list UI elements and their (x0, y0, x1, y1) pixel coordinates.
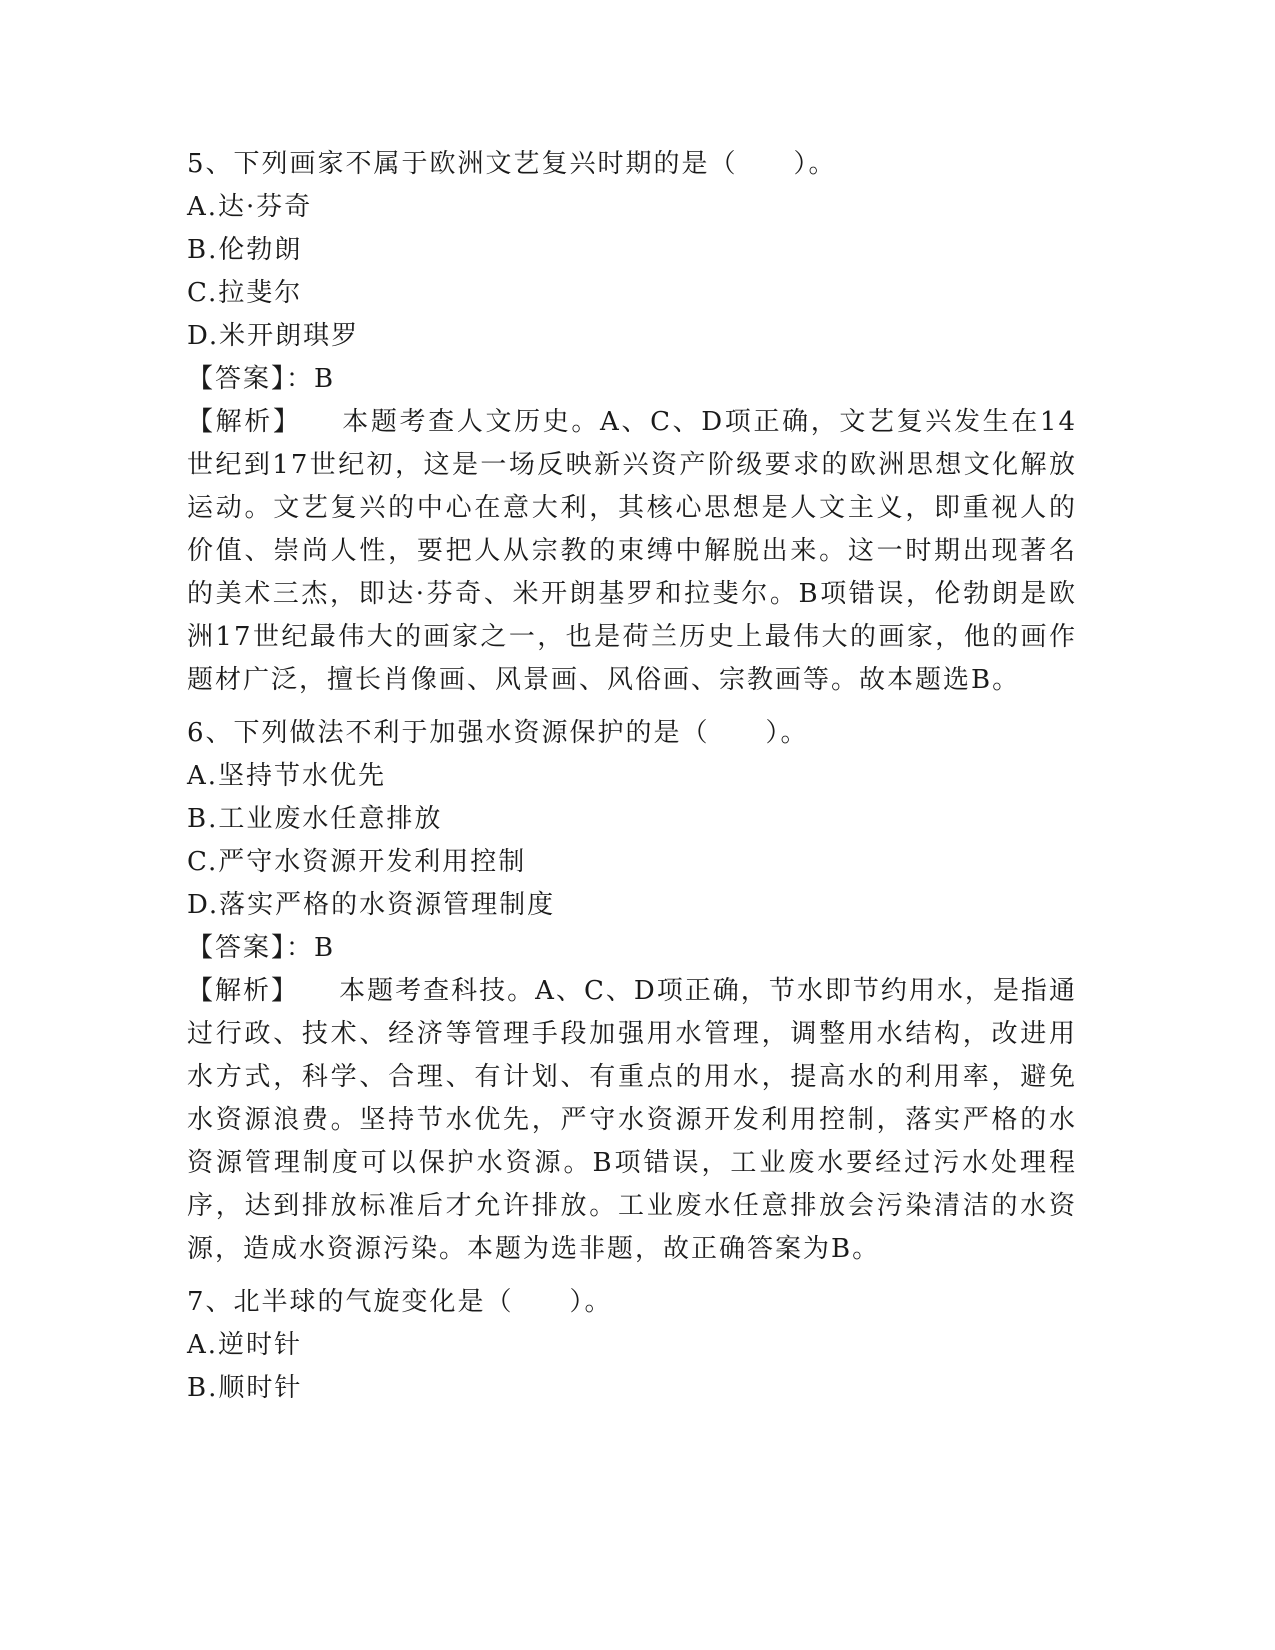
option-c: C.严守水资源开发利用控制 (187, 847, 527, 877)
analysis-label: 【解析】 (187, 407, 302, 437)
answer-line: 【答案】：B (187, 364, 336, 394)
question-5 (187, 143, 1077, 702)
option-a: A.达·芬奇 (187, 192, 313, 222)
analysis-paragraph (187, 401, 1077, 702)
question-stem: 7、北半球的气旋变化是（ ）。 (187, 1287, 613, 1317)
option-d: D.落实严格的水资源管理制度 (187, 890, 556, 920)
option-b: B.工业废水任意排放 (187, 804, 443, 834)
question-6 (187, 712, 1077, 1271)
question-7 (187, 1281, 1077, 1410)
question-stem: 5、下列画家不属于欧洲文艺复兴时期的是（ ）。 (187, 149, 837, 179)
answer-line: 【答案】：B (187, 933, 336, 963)
option-a: A.坚持节水优先 (187, 761, 387, 791)
analysis-text: 本题考查人文历史。A、C、D项正确，文艺复兴发生在14世纪到17世纪初，这是一场反映新兴资产阶级要求的欧洲思想文化解放运动。文艺复兴的中心在意大利，其核心思想是人文主义，即重视人的价值、崇尚人性，要把人从宗教的束缚中解脱出来。这一时期出现著名的美术三杰，即达·芬奇、米开朗基罗和拉斐尔。B项错误，伦勃朗是欧洲17世纪最伟大的画家之一，也是荷兰历史上最伟大的画家，他的画作题材广泛，擅长肖像画、风景画、风俗画、宗教画等。故本题选B。 (187, 407, 1077, 695)
analysis-label: 【解析】 (187, 976, 300, 1006)
analysis-paragraph (187, 970, 1077, 1271)
question-list (187, 143, 1077, 1420)
option-b: B.伦勃朗 (187, 235, 303, 265)
option-b: B.顺时针 (187, 1373, 303, 1403)
analysis-text: 本题考查科技。A、C、D项正确，节水即节约用水，是指通过行政、技术、经济等管理手段加强用水管理，调整用水结构，改进用水方式，科学、合理、有计划、有重点的用水，提高水的利用率，避免水资源浪费。坚持节水优先，严守水资源开发利用控制，落实严格的水资源管理制度可以保护水资源。B项错误，工业废水要经过污水处理程序，达到排放标准后才允许排放。工业废水任意排放会污染清洁的水资源，造成水资源污染。本题为选非题，故正确答案为B。 (187, 976, 1077, 1264)
option-d: D.米开朗琪罗 (187, 321, 360, 351)
option-c: C.拉斐尔 (187, 278, 303, 308)
option-a: A.逆时针 (187, 1330, 303, 1360)
question-stem: 6、下列做法不利于加强水资源保护的是（ ）。 (187, 718, 809, 748)
